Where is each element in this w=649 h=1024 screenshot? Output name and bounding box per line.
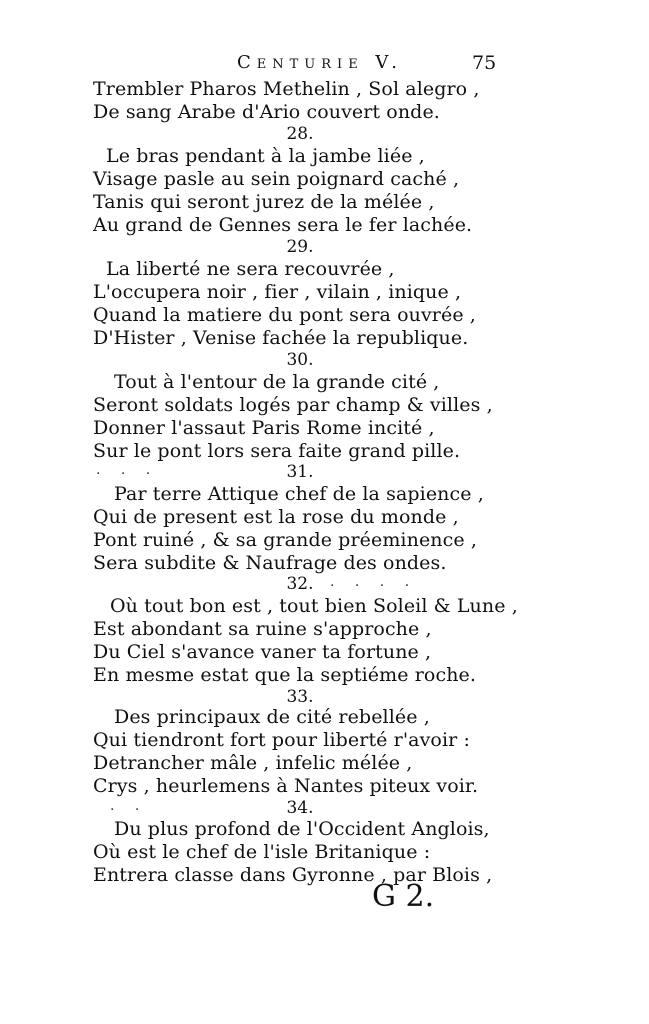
verse-line: L'occupera noir , fier , vilain , inique , [93, 281, 462, 303]
verse-line: Des principaux de cité rebellée , [114, 706, 430, 728]
verse-line: En mesme estat que la septiéme roche. [93, 664, 477, 686]
verse-line: Est abondant sa ruine s'approche , [93, 618, 432, 640]
signature-mark: G 2. [372, 879, 435, 914]
verse-line: Où tout bon est , tout bien Soleil & Lune , [110, 595, 518, 617]
verse-line: Pont ruiné , & sa grande préeminence , [93, 529, 477, 551]
printer-dots: . . [110, 798, 148, 814]
verse-line: Seront soldats logés par champ & villes , [93, 394, 493, 416]
printer-dots: . . . . [330, 574, 418, 590]
verse-line: D'Hister , Venise fachée la republique. [93, 327, 469, 349]
verse-line: Qui de present est la rose du monde , [93, 506, 459, 528]
quatrain-number: 33. [286, 687, 314, 707]
quatrain-number: 28. [286, 124, 314, 144]
verse-line: Donner l'assaut Paris Rome incité , [93, 417, 435, 439]
quatrain-number: 34. [286, 798, 314, 818]
printer-dots: . . . [96, 462, 159, 478]
verse-line: Par terre Attique chef de la sapience , [114, 483, 484, 505]
verse-line: Quand la matiere du pont sera ouvrée , [93, 304, 476, 326]
verse-line: Tanis qui seront jurez de la mélée , [93, 191, 435, 213]
verse-line: Le bras pendant à la jambe liée , [106, 145, 425, 167]
quatrain-number: 31. [286, 462, 314, 482]
quatrain-number: 32. [286, 574, 314, 594]
verse-line: Detrancher mâle , infelic mélée , [93, 752, 413, 774]
verse-line: Visage pasle au sein poignard caché , [93, 168, 460, 190]
verse-line: Sera subdite & Naufrage des ondes. [93, 552, 447, 574]
verse-line: Tout à l'entour de la grande cité , [114, 371, 440, 393]
verse-line: Qui tiendront fort pour liberté r'avoir : [93, 729, 470, 751]
running-title: Centurie V. [237, 52, 403, 73]
verse-line: Au grand de Gennes sera le fer lachée. [93, 214, 473, 236]
verse-line: Trembler Pharos Methelin , Sol alegro , [93, 78, 480, 100]
verse-line: De sang Arabe d'Ario couvert onde. [93, 101, 440, 123]
verse-line: Du Ciel s'avance vaner ta fortune , [93, 641, 432, 663]
verse-line: Où est le chef de l'isle Britanique : [93, 841, 431, 863]
verse-line: Sur le pont lors sera faite grand pille. [93, 440, 461, 462]
verse-line: Entrera classe dans Gyronne , par Blois , [93, 864, 493, 886]
verse-line: Crys , heurlemens à Nantes piteux voir. [93, 775, 479, 797]
verse-line: La liberté ne sera recouvrée , [106, 258, 395, 280]
quatrain-number: 30. [286, 350, 314, 370]
verse-line: Du plus profond de l'Occident Anglois, [114, 818, 490, 840]
quatrain-number: 29. [286, 237, 314, 257]
page-number: 75 [472, 52, 497, 74]
